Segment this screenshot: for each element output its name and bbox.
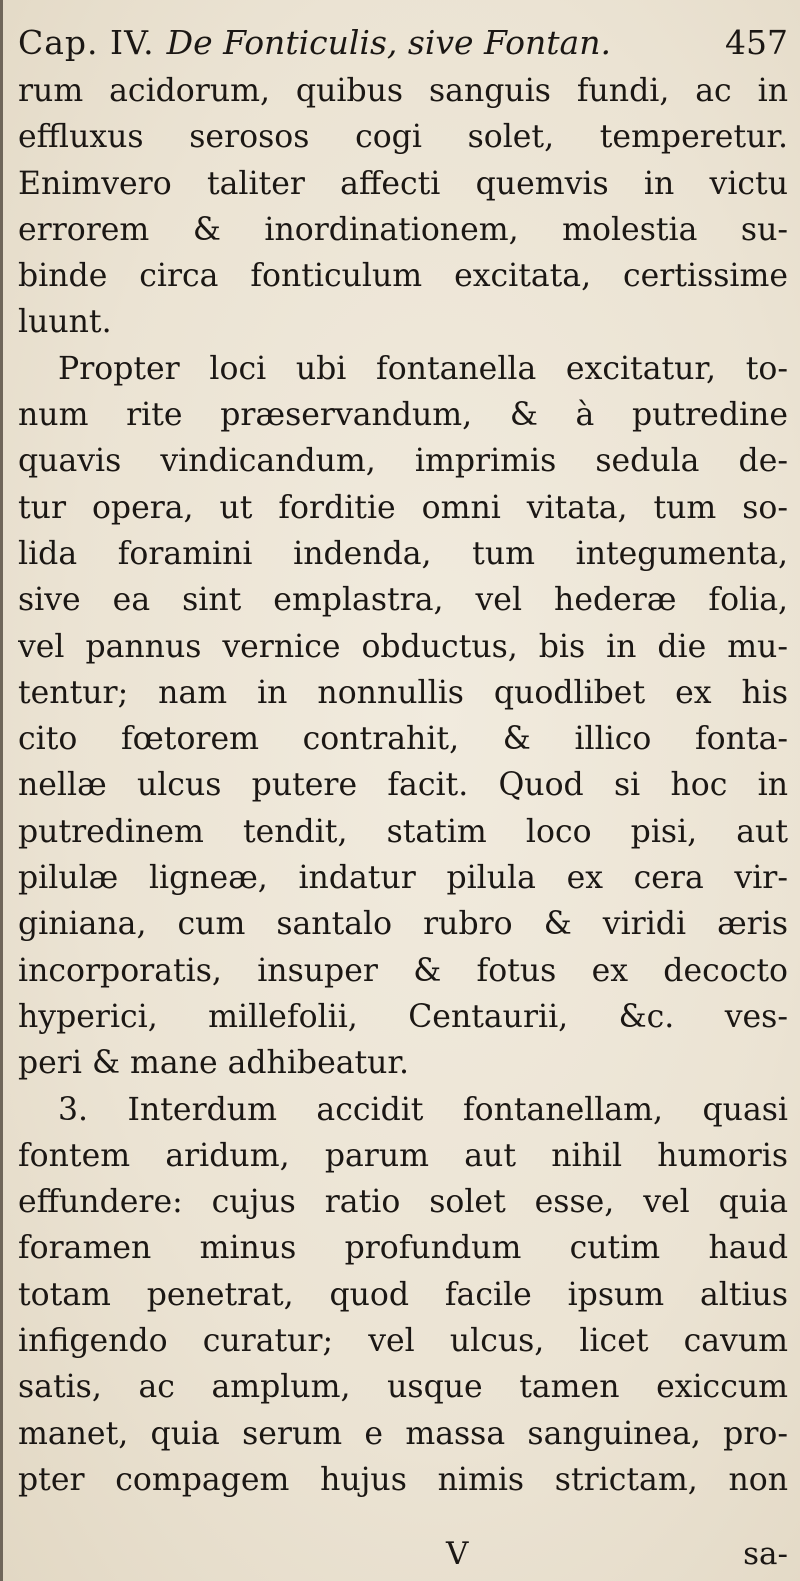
text-line: giniana, cum santalo rubro & viridi æris (18, 906, 788, 943)
page-gutter-edge (0, 0, 3, 1581)
text-line: luunt. (18, 304, 112, 341)
running-title: De Fonticulis, sive Fontan. (166, 23, 611, 62)
running-head (18, 20, 788, 66)
text-line: tentur; nam in nonnullis quodlibet ex his (18, 674, 788, 711)
catchword: sa- (743, 1536, 788, 1572)
text-line: num rite præservandum, & à putredine (18, 397, 788, 434)
text-line: fontem aridum, parum aut nihil humoris (18, 1137, 788, 1174)
chapter-label: Cap. IV. (18, 23, 155, 62)
text-line: hyperici, millefolii, Centaurii, &c. ves- (18, 998, 788, 1035)
text-line: quavis vindicandum, imprimis sedula de- (18, 443, 788, 480)
text-line: pilulæ ligneæ, indatur pilula ex cera vir- (18, 860, 788, 897)
text-line: foramen minus profundum cutim haud (18, 1230, 788, 1267)
text-line: tur opera, ut forditie omni vitata, tum so- (18, 489, 788, 526)
text-line: Enimvero taliter affecti quemvis in victu (18, 165, 788, 202)
page-footer (18, 1534, 788, 1574)
text-line: infigendo curatur; vel ulcus, licet cavum (18, 1323, 788, 1360)
text-line: incorporatis, insuper & fotus ex decocto (18, 952, 788, 989)
text-line: vel pannus vernice obductus, bis in die mu- (18, 628, 788, 665)
text-line: effluxus serosos cogi solet, temperetur. (18, 119, 788, 156)
text-line: manet, quia serum e massa sanguinea, pro- (18, 1415, 788, 1452)
text-line: satis, ac amplum, usque tamen exiccum (18, 1369, 788, 1406)
text-line: lida foramini indenda, tum integumenta, (18, 535, 788, 572)
text-line: totam penetrat, quod facile ipsum altius (18, 1276, 788, 1313)
text-line: peri & mane adhibeatur. (18, 1045, 410, 1082)
text-line: putredinem tendit, statim loco pisi, aut (18, 813, 788, 850)
text-line: cito fœtorem contrahit, & illico fonta- (18, 721, 788, 758)
signature-mark: V (446, 1536, 469, 1572)
text-line: errorem & inordinationem, molestia su- (18, 211, 788, 248)
page-number: 457 (725, 23, 788, 62)
text-line: pter compagem hujus nimis strictam, non (18, 1461, 788, 1498)
text-line: effundere: cujus ratio solet esse, vel quia (18, 1184, 788, 1221)
text-line: binde circa fonticulum excitata, certissime (18, 258, 788, 295)
text-line: Propter loci ubi fontanella excitatur, to- (58, 350, 788, 387)
text-line: rum acidorum, quibus sanguis fundi, ac in (18, 73, 788, 109)
text-line: sive ea sint emplastra, vel hederæ folia, (18, 582, 788, 619)
body-text (18, 68, 788, 1503)
text-line: 3. Interdum accidit fontanellam, quasi (58, 1091, 788, 1128)
text-line: nellæ ulcus putere facit. Quod si hoc in (18, 767, 788, 804)
